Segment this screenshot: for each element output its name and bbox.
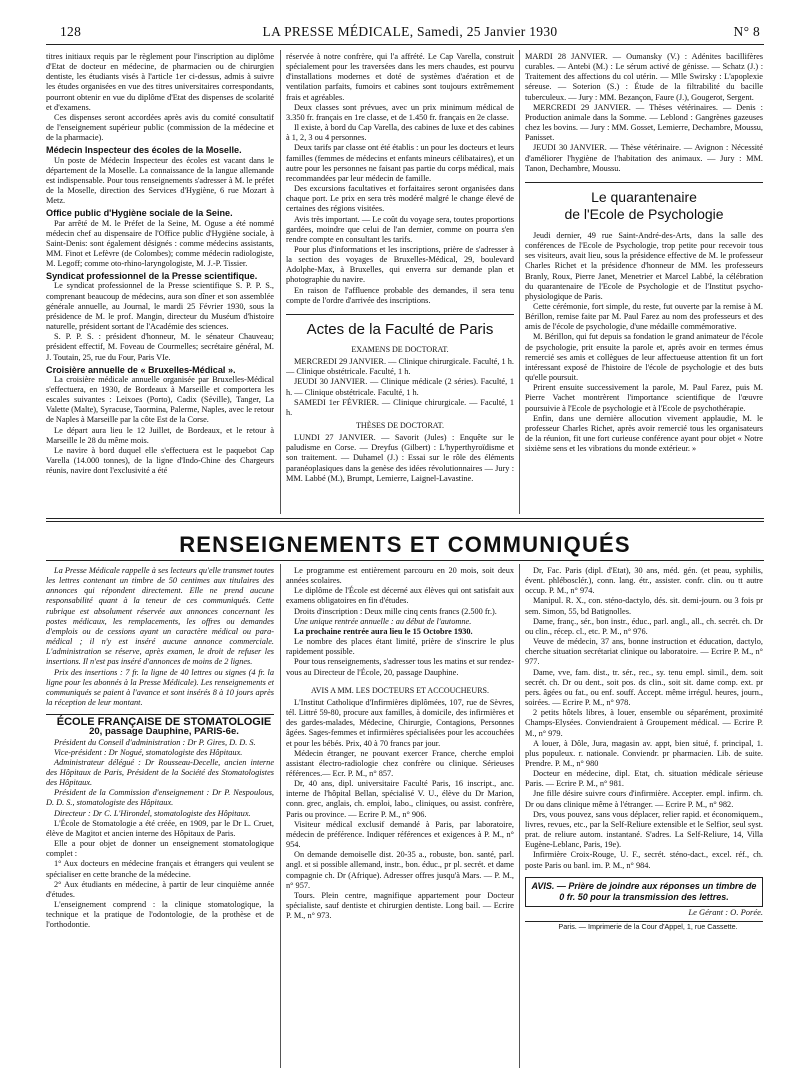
renseignements-title: RENSEIGNEMENTS ET COMMUNIQUÉS	[179, 532, 631, 557]
classified-ad: Dr, Fac. Paris (dipl. d'Etat), 30 ans, méd. gén. (et peau, syphilis, évent. phlébosclér.), conn. lang. étr., assister. confr. clin. ou tt autre occup. P. M., n° 974.	[525, 566, 763, 596]
paragraph: Avis très important. — Le coût du voyage sera, toutes proportions gardées, moindre que celui de l'an dernier, comme on pourra s'en rendre compte en consultant les tarifs.	[286, 214, 514, 244]
section-heading: Médecin Inspecteur des écoles de la Moselle.	[46, 145, 242, 156]
classified-ad: A louer, à Dôle, Jura, magasin av. appt, bien situé, f. principal, 1. plus populeux. r. nationale. Conviendr. pr pharmacien. Lib. de suite. Prendre. P. M., n° 980	[525, 738, 763, 768]
classified-ad: Jne fille désire suivre cours d'infirmière. Accepter. empl. infirm. ch. Dr ou dans clinique même à l'étranger. — Ecrire P. M., n° 982.	[525, 789, 763, 809]
paragraph: 2° Aux étudiants en médecine, à partir de leur cinquième année d'études.	[46, 879, 274, 899]
issue-number: N° 8	[733, 24, 760, 39]
paragraph: Tours. Plein centre, magnifique appartement pour Docteur spécialiste, sauf dentiste et chirurgien dentiste. Long bail. — Ecrire P. M., n° 973.	[286, 890, 514, 921]
classified-ad: Dame, vve, fam. dist., tr. sér., rec., sy. tenu empl. simil., dem. soit secrét. ch. Dr ou dent., soit pos. ds clin., soit sit. dame comp. ext. pr pers. âgées ou fat., ou enf. souff. Accept. même irrégul. heures, journ., soirées. — Ecrire P. M., n° 978.	[525, 667, 763, 708]
paragraph: Un poste de Médecin Inspecteur des écoles est vacant dans le département de la Moselle. La connaissance de la langue allemande est indispensable. Pour tous renseignements s'adresser à M. le préfet de la Moselle, direction des Services d'Hygiène, 6 rue Mozart à Metz.	[46, 155, 274, 206]
paragraph: Visiteur médical exclusif demandé à Paris, par laboratoire, médecin de préférence. Indiquer références et exigences à P. M., n° 954.	[286, 819, 514, 850]
paragraph: Le navire à bord duquel elle s'effectuera est le paquebot Cap Varella (14.000 tonnes), de la ligne d'Indo-Chine des Chargeurs réunis, navire dont l'exclusivité a été	[46, 445, 274, 476]
faculte-title: Actes de la Faculté de Paris	[306, 320, 494, 338]
column-4	[46, 566, 274, 1066]
paragraph: Le programme est entièrement parcouru en 20 mois, soit deux années scolaires.	[286, 566, 514, 586]
paragraph: Administrateur délégué : Dr Rousseau-Decelle, ancien interne des Hôpitaux de Paris, Président de la Société des Stomatologistes des Hôpitaux.	[46, 757, 274, 788]
paragraph: MARDI 28 JANVIER. — Oumansky (V.) : Adénites bacillifères curables. — Antebi (M.) : Le sérum activé de génisse. — Schatz (J.) : Traitement des affections du col utérin. — Mlle Swirsky : L'apoplexie séreuse. — Soterion (S.) : Étude de la filtrabilité du bacille tuberculeux. — Jury : MM. Bezançon, Faure (J.), Gougerot, Sergent.	[525, 52, 763, 102]
paragraph: MERCREDI 29 JANVIER. — Thèses vétérinaires. — Denis : Production animale dans la Somme. — Leblond : Gangrènes gazeuses chez les bovins. — Jury : MM. Gosset, Lemierre, Dechambre, Moussu, Panisset.	[525, 102, 763, 143]
paragraph: Pour tous renseignements, s'adresser tous les matins et sur rendez-vous au Directeur de l'École, 20, passage Dauphine.	[286, 657, 514, 677]
section-heading: Croisière annuelle de « Bruxelles-Médical ».	[46, 364, 236, 375]
section-rule	[46, 518, 764, 519]
gerant-signature: Le Gérant : O. Porée.	[688, 906, 763, 917]
paragraph: S. P. P. S. : président d'honneur, M. le sénateur Chauveau; président effectif, M. Foveau de Courmelles; secrétaire général, M. J. Toutain, 25, rue du Four, Paris VIe.	[46, 332, 274, 362]
paragraph: SAMEDI 1er FÉVRIER. — Clinique chirurgicale. — Faculté, 1 h.	[286, 397, 514, 417]
paragraph: Ces dispenses seront accordées après avis du comité consultatif de l'enseignement supérieur public (commission de la médecine et de la pharmacie).	[46, 112, 274, 143]
header-rule	[46, 44, 764, 45]
paragraph: Deux classes sont prévues, avec un prix minimum médical de 3.350 fr. français en 1re classe, et de 1.450 fr. français en 2e classe.	[286, 102, 514, 122]
ecole-title: ÉCOLE FRANÇAISE DE STOMATOLOGIE	[56, 716, 272, 729]
paragraph: JEUDI 30 JANVIER. — Thèse vétérinaire. — Avignon : Nécessité d'améliorer l'hygiène de l'habitation des animaux. — Jury : MM. Tanon, Dechambre, Moussu.	[525, 143, 763, 173]
paragraph: La prochaine rentrée aura lieu le 15 Octobre 1930.	[294, 626, 473, 636]
paragraph: titres initiaux requis par le règlement pour l'inscription au diplôme d'Etat de docteur en médecine, de pharmacien ou de chirurgien dentiste, les étudiants visés à l'article 1er ci-dessus, admis à suivre les études organisées en vue des titres universitaires correspondants, pourront obtenir en vue du diplôme d'Etat des dispenses de scolarité et d'examens.	[46, 52, 274, 112]
paragraph: Par arrêté de M. le Préfet de la Seine, M. Oguse a été nommé médecin chef au dispensaire de l'Office public d'Hygiène sociale, à Saint-Denis: sont également désignés : comme médecins assistants, MM. Finot et Lefèvre (de Colombes); comme médecin radiologiste, M. Legoff; comme oto-rhino-laryngologiste, M. J.-P. Tissier.	[46, 218, 274, 269]
column-6	[525, 566, 763, 1066]
avis-docteurs: AVIS A MM. LES DOCTEURS ET ACCOUCHEURS.	[311, 685, 489, 695]
paragraph: On demande demoiselle dist. 20-35 a., robuste, bon. santé, parl. angl. et si possible allemand, instr., bon. éduc., pr pl. secrét. et dame compagnie ch. Dr (Afrique). Adresser offres jusqu'à Mars. — P. M., n° 957.	[286, 850, 514, 890]
paragraph: En raison de l'affluence probable des demandes, il sera tenu compte de l'ordre d'arrivée des inscriptions.	[286, 285, 514, 305]
paragraph: Le syndicat professionnel de la Presse scientifique S. P. P. S., comprenant beaucoup de médecins, aura son dîner et son assemblée générale annuelle, au Journal, le mardi 25 Février 1930, sous la présidence de M. le prof. Mangin, directeur du Muséum d'histoire naturelle, président sortant de l'Académie des sciences.	[46, 281, 274, 332]
psychologie-title-line2: de l'Ecole de Psychologie	[564, 205, 724, 222]
paragraph: Médecin étranger, ne pouvant exercer France, cherche emploi assistant électro-radiologie chez confrère ou clinique. Sérieuses références.— Ecr. P. M., n° 857.	[286, 748, 514, 778]
ecole-address: 20, passage Dauphine, PARIS-6e.	[89, 726, 239, 738]
classified-ad: Drs, vous pouvez, sans vous déplacer, relier rapid. et économiquem., livres, revues, etc., par la Self-Reliure extensible et le Selfior, seul syst. prat. de reliure autom. instantané. S'adres. La Self-Reliure, 14, Villa Eugène-Leblanc, Paris, 19e).	[525, 809, 763, 850]
paragraph: Vice-président : Dr Nogué, stomatologiste des Hôpitaux.	[54, 747, 243, 757]
column-divider	[519, 50, 520, 514]
paragraph: Président du Conseil d'administration : Dr P. Gires, D. D. S.	[54, 737, 256, 747]
paragraph: Le diplôme de l'École est décerné aux élèves qui ont satisfait aux examens obligatoires en fin d'études.	[286, 586, 514, 606]
page-header	[60, 24, 760, 42]
paragraph: M. Bérillon, qui fut depuis sa fondation le grand animateur de l'école de psychologie, prit ensuite la parole et, après avoir en termes émus remercié ses amis et collègues de leur affectueuse attention fit un fort intéressant exposé de l'histoire de l'école de psychologie et des buts qu'elle poursuit.	[525, 332, 763, 383]
paragraph: LUNDI 27 JANVIER. — Savorit (Jules) : Enquête sur le paludisme en Corse. — Dreyfus (Gilbert) : L'hyperthyroïdisme et son traitement. — Duhamel (J.) : Essai sur le rôle des éléments paranéoplasiques dans la genèse des idées révolutionnaires — Jury : MM. Labbé (M.), Brumpt, Lemierre, Laignel-Lavastine.	[286, 433, 514, 483]
avis-lecteurs: La Presse Médicale rappelle à ses lecteurs qu'elle transmet toutes les lettres contenant un timbre de 50 centimes aux titulaires des annonces qui répondent directement. Elle ne prend aucune responsabilité quant à la teneur de ces communiqués. Cette rubrique est absolument réservée aux annonces concernant les postes médicaux, les remplacements, les offres ou demandes d'emplois ou de cessions ayant un caractère médical ou para-médical ; il n'y est inséré aucune annonce commerciale. L'administration se réserve, après examen, le droit de refuser les insertions. Il n'est pas inséré d'annonces de moins de 2 lignes.	[46, 566, 274, 667]
column-divider	[280, 50, 281, 514]
subheading-theses: THÈSES DE DOCTORAT.	[356, 421, 444, 430]
paragraph: Le départ aura lieu le 12 Juillet, de Bordeaux, et le retour à Marseille le 28 du même mois.	[46, 425, 274, 445]
paragraph: L'Institut Catholique d'Infirmières diplômées, 107, rue de Sèvres, tél. Littré 59-80, procure aux familles, à domicile, des infirmières et des gardes-malades, Médecine, Chirurgie, Contagions, Personnes âgées. Sages-femmes et infirmières spécialisées pour les accouchées et pour les bébés. Prix, 40 à 70 francs par jour.	[286, 697, 514, 748]
journal-title: LA PRESSE MÉDICALE, Samedi, 25 Janvier 1930	[262, 24, 558, 39]
paragraph: Pour plus d'informations et les inscriptions, prière de s'adresser à la section des voyages de Bruxelles-Médical, 29, boulevard Adolphe-Max, à Bruxelles, qui enverra sur demande plan et photographie du navire.	[286, 244, 514, 285]
paragraph: MERCREDI 29 JANVIER. — Clinique chirurgicale. Faculté, 1 h. — Clinique obstétricale. Faculté, 1 h.	[286, 357, 514, 377]
section-heading: Office public d'Hygiène sociale de la Seine.	[46, 208, 233, 219]
column-divider	[519, 564, 520, 1068]
classified-ad: Dame, franç., sér., bon instr., éduc., parl. angl., all., ch. secrét. ch. Dr ou clin., récep. cl., etc. P. M., n° 976.	[525, 616, 763, 636]
paragraph: Dr, 40 ans, dipl. universitaire Faculté Paris, 16 inscript., anc. interne de l'hôpital Bellan, spécialisé V. U., élève du Dr Marion, conn. grec, anglais, ch. emploi, labo., cliniques, ou assist. confrère, Paris ou province. — Ecrire P. M., n° 906.	[286, 779, 514, 819]
paragraph: Enfin, dans une dernière allocution vivement applaudie, M. le professeur Charles Richet, après avoir remercié tous les organisateurs de la réunion, fit une fort curieuse conférence ayant pour objet « Notre sixième sens et les vibrations du monde extérieur. »	[525, 413, 763, 454]
imprimerie-line: Paris. — Imprimerie de la Cour d'Appel, 1, rue Cassette.	[558, 921, 738, 931]
classified-ad: Docteur en médecine, dipl. Etat, ch. situation médicale sérieuse Paris. — Ecrire P. M., n° 981.	[525, 769, 763, 789]
paragraph: Droits d'inscription : Deux mille cinq cents francs (2.500 fr.).	[294, 606, 497, 616]
paragraph: réservée à notre confrère, qui l'a affrété. Le Cap Varella, construit spécialement pour les traversées dans les mers chaudes, est pourvu d'installations modernes et doté de systèmes d'aération et de ventilation parfaits, fumoirs et cabines sont toujours extrêmement frais et agréables.	[286, 52, 514, 102]
paragraph: Directeur : Dr C. L'Hirondel, stomatologiste des Hôpitaux.	[54, 808, 251, 818]
paragraph: Cette cérémonie, fort simple, du reste, fut ouverte par la remise à M. Bérillon, remise faite par M. Paul Farez au nom des professeurs et des amis de l'école de psychologie, d'une médaille commémorative.	[525, 301, 763, 332]
paragraph: Des excursions facultatives et forfaitaires seront organisées dans chaque port. Le prix en sera très modéré malgré le change élevé de certaines des régions visitées.	[286, 184, 514, 214]
subheading-examens: EXAMENS DE DOCTORAT.	[351, 344, 449, 354]
column-2	[286, 52, 514, 512]
classified-ad: 2 petits hôtels libres, à louer, ensemble ou séparément, proximité Champs-Elysées. Conviendraient à Groupement médical. — Ecrire P. M., n° 979.	[525, 708, 763, 738]
classified-ad: Infirmière Croix-Rouge, U. F., secrét. sténo-dact., excel. réf., ch. poste Paris ou banl. im. P. M., n° 984.	[525, 850, 763, 870]
page-number: 128	[60, 24, 82, 39]
psychologie-title-line1: Le quarantenaire	[591, 188, 697, 205]
paragraph: Deux tarifs par classe ont été établis : un pour les docteurs et leurs familles (femmes de médecins et enfants mineurs célibataires), et un autre pour les personnes ne faisant pas partie du corps médical, mais recommandées par leur médecin de famille.	[286, 143, 514, 183]
section-rule	[286, 314, 514, 315]
section-rule	[46, 560, 764, 561]
section-rule	[46, 521, 764, 522]
paragraph: Prirent ensuite successivement la parole, M. Paul Farez, puis M. Pierre Vachet montrèrent l'importance scientifique de l'œuvre poursuivie à l'Ecole de psychologie et à l'Ecole de psychothérapie.	[525, 383, 763, 413]
classified-ad: Manipul. R. X., con. sténo-dactylo, dés. sit. demi-journ. ou 3 fois pr sem. Simon, 55, bd Batignolles.	[525, 596, 763, 616]
prix-insertions: Prix des insertions : 7 fr. la ligne de 40 lettres ou signes (4 fr. la ligne pour les abonnés à la Presse Médicale). Les renseignements et communiqués se paient à l'avance et sont insérés 8 à 10 jours après la réception de leur montant.	[46, 667, 274, 708]
paragraph: 1° Aux docteurs en médecine français et étrangers qui veulent se spécialiser en cette branche de la médecine.	[46, 859, 274, 879]
paragraph: JEUDI 30 JANVIER. — Clinique médicale (2 séries). Faculté, 1 h. — Clinique obstétricale. Faculté, 1 h.	[286, 377, 514, 397]
paragraph: Le nombre des places étant limité, prière de s'inscrire le plus rapidement possible.	[286, 637, 514, 657]
paragraph: Une unique rentrée annuelle : au début de l'automne.	[294, 616, 472, 626]
column-divider	[280, 564, 281, 1068]
paragraph: Elle a pour objet de donner un enseignement stomatologique complet :	[46, 839, 274, 859]
paragraph: La croisière médicale annuelle organisée par Bruxelles-Médical s'effectuera, en 1930, de Bordeaux à Marseille et comportera les escales suivantes : Leixoes (Porto), Cadix (Séville), Tanger, La Valette (Malte), Syracuse, Taormina, Palerme, Naples, avec le retour de Naples à Marseille par la côte Est de la Corse.	[46, 374, 274, 425]
column-3	[525, 52, 763, 512]
paragraph: Président de la Commission d'enseignement : Dr P. Nespoulous, D. D. S., stomatologiste des Hôpitaux.	[46, 788, 274, 808]
avis-box: AVIS. — Prière de joindre aux réponses un timbre de 0 fr. 50 pour la transmission des lettres.	[525, 877, 763, 907]
paragraph: Jeudi dernier, 49 rue Saint-André-des-Arts, dans la salle des conférences de l'Ecole de Psychologie, trop petite pour recevoir tous ses visiteurs, avait lieu, sous la présidence effective de M. le professeur Charles Richet et la présidence d'honneur de MM. les professeurs Branly, Roux, Pierre Janet, Menetrier et Marcel Labbé, la célébration du quarantenaire de l'Ecole de Psychologie et de l'Institut psycho-physiologique de Paris.	[525, 230, 763, 301]
paragraph: L'École de Stomatologie a été créée, en 1909, par le Dr L. Cruet, élève de Magitot et ancien interne des Hôpitaux de Paris.	[46, 818, 274, 838]
section-heading: Syndicat professionnel de la Presse scientifique.	[46, 271, 258, 282]
column-1	[46, 52, 274, 512]
paragraph: Il existe, à bord du Cap Varella, des cabines de luxe et des cabines à 1, 2, 3 ou 4 personnes.	[286, 123, 514, 143]
column-5	[286, 566, 514, 1066]
paragraph: L'enseignement comprend : la clinique stomatologique, la technique et la pratique de l'odontologie, de la prothèse et de l'orthodontie.	[46, 900, 274, 930]
classified-ad: Veuve de médecin, 37 ans, bonne instruction et éducation, dactylo, cherche situation secrétariat clinique ou laboratoire. — Ecrire P. M., n° 977.	[525, 637, 763, 667]
section-rule	[525, 182, 763, 183]
